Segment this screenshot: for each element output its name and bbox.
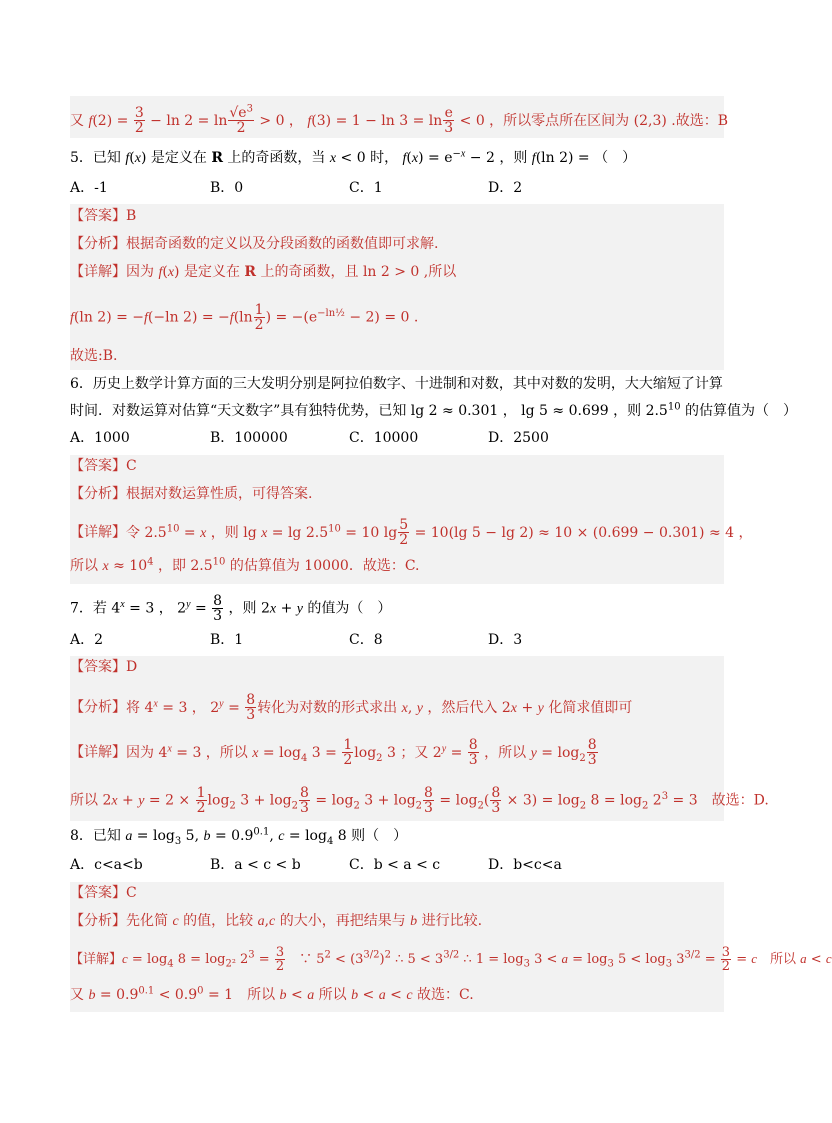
q6-option-d: D．2500 xyxy=(488,430,549,446)
q8-stem: 8．已知 $a = \log_3 5$, $b = 0.9^{0.1}$, $c = \log_4 8$ 则（ ） xyxy=(70,826,408,847)
q5-answer: 【答案】B xyxy=(70,208,137,224)
q5-option-d: D．2 xyxy=(488,180,523,196)
q6-analysis: 【分析】根据对数运算性质，可得答案. xyxy=(70,486,313,502)
q7-option-b: B．1 xyxy=(210,632,244,648)
q5-option-b: B．0 xyxy=(210,180,244,196)
top-continuation-line: 又 f(2) = $\frac{3}{2}$ − ln 2 = ln $\frac{√e^3}{2}$ > 0 ， f(3) = 1 − ln 3 = ln $\frac{e}{3}$ < 0 ，所以零点所在区间为 (2,3) .故选：B xyxy=(70,103,729,136)
answer-tag: 【答案】 xyxy=(70,208,126,224)
q5-conclusion: 故选:B. xyxy=(70,348,118,364)
q7-answer: 【答案】D xyxy=(70,659,138,675)
q5-option-c: C．1 xyxy=(349,180,383,196)
q8-option-a: A．c<a<b xyxy=(70,857,143,873)
q6-stem-line1: 6．历史上数学计算方面的三大发明分别是阿拉伯数字、十进制和对数，其中对数的发明，大大缩短了计算 xyxy=(70,376,723,392)
q6-option-a: A．1000 xyxy=(70,430,130,446)
q7-analysis: 【分析】将 $4^x = 3$ ， $2^y$ = $\frac{8}{3}$ 转化为对数的形式求出 x, y ，然后代入 2x + y 化简求值即可 xyxy=(70,692,633,723)
q7-option-d: D．3 xyxy=(488,632,523,648)
q7-conclusion: 所以 2x + y = 2 × $\frac{1}{2}$ $\log_2 3 + \log_2$ $\frac{8}{3}$ = $\log_2 3 + \log_2$ $\frac{8}{3}$ = $\log_2$( $\frac{8}{3}$ × $3) = \log_2 8 = \log_2 2^3 = 3$ 故选：D. xyxy=(70,785,769,816)
q8-answer: 【答案】C xyxy=(70,885,137,901)
analysis-tag: 【分析】 xyxy=(70,236,126,252)
q6-detail: 【详解】令 $2.5^{10} = x$ ，则 $\lg x = \lg 2.5^{10} = 10$ lg $\frac{5}{2}$ = 10(lg 5 − lg 2) ≈ 10 × (0.699 − 0.301) ≈ 4 ， xyxy=(70,517,753,548)
q7-stem: 7．若 $4^x = 3$ ， $2^y$ = $\frac{8}{3}$ ，则 2x + y 的值为（ ） xyxy=(70,593,392,624)
q5-answer-block xyxy=(70,204,724,370)
q6-option-c: C．10000 xyxy=(349,430,419,446)
q7-option-c: C．8 xyxy=(349,632,383,648)
q5-analysis: 【分析】根据奇函数的定义以及分段函数的函数值即可求解. xyxy=(70,236,439,252)
q5-detail: 【详解】因为 f(x) 是定义在 R 上的奇函数，且 ln 2 > 0 ,所以 xyxy=(70,264,457,280)
q6-stem-line2: 时间．对数运算对估算“天文数字”具有独特优势，已知 lg 2 ≈ 0.301 ， lg 5 ≈ 0.699 ，则 $2.5^{10}$ 的估算值为（ ） xyxy=(70,401,798,419)
q7-option-a: A．2 xyxy=(70,632,104,648)
q6-conclusion: 所以 $x \approx 10^4$ ，即 $2.5^{10}$ 的估算值为 10000．故选：C. xyxy=(70,556,420,574)
q8-detail: 【详解】$c = \log_4 8 = \log_{2^2} 2^3$ = $\frac{3}{2}$ ∵ $5^2 < (3^{3/2})^2$ ∴ $5 < 3^{3/2}$ ∴ $1 = \log_3 3 < a = \log_3 5 < \log_3 3^{3/2}$ = $\frac{3}{2}$ = c 所以 a < c xyxy=(70,945,832,974)
q8-analysis: 【分析】先化简 c 的值，比较 a,c 的大小，再把结果与 b 进行比较. xyxy=(70,913,483,929)
q8-conclusion: 又 $b = 0.9^{0.1} < 0.9^0 = 1$ 所以 b < a 所以 b < a < c 故选：C. xyxy=(70,985,474,1003)
q6-answer: 【答案】C xyxy=(70,458,137,474)
q6-option-b: B．100000 xyxy=(210,430,288,446)
q8-option-d: D．b<c<a xyxy=(488,857,562,873)
q5-option-a: A．-1 xyxy=(70,180,108,196)
q5-stem: 5．已知 f(x) 是定义在 R 上的奇函数，当 x < 0 时， $f(x) = e^{-x} - 2$ ，则 f(ln 2) = （ ） xyxy=(70,148,637,166)
q5-detail-formula: f(ln 2) = −f(−ln 2) = −f(ln $\frac{1}{2}$ ) = $-(e^{-ln\frac{1}{2}} - 2) = 0$ . xyxy=(70,302,419,333)
q7-detail: 【详解】因为 $4^x = 3$ ，所以 $x = \log_4 3$ = $\frac{1}{2}$ $\log_2 3$ ；又 $2^y$ = $\frac{8}{3}$ ，所以 $y = \log_2$ $\frac{8}{3}$ xyxy=(70,737,597,768)
q8-option-b: B．a < c < b xyxy=(210,857,301,873)
detail-tag: 【详解】 xyxy=(70,264,126,280)
q8-option-c: C．b < a < c xyxy=(349,857,441,873)
